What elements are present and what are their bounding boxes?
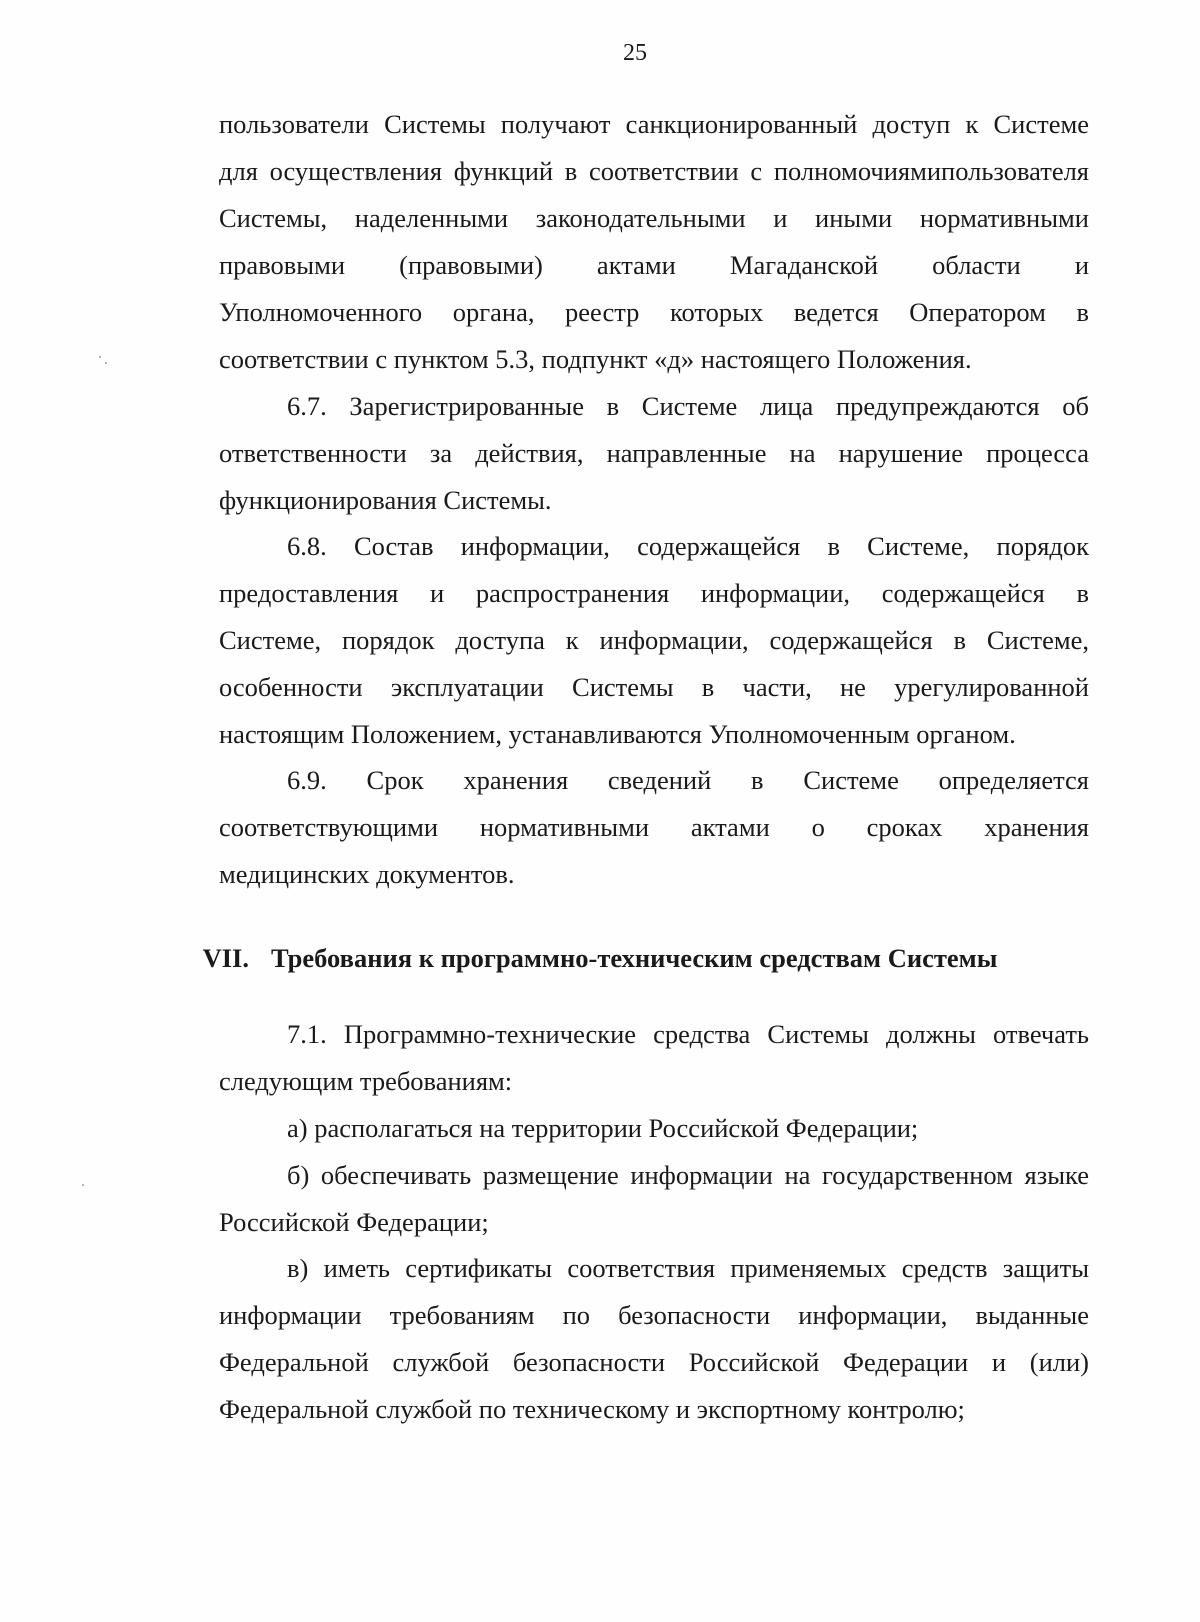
text-line: Уполномоченного органа, реестр которых ведется Оператором в: [219, 297, 1089, 327]
text-line: Системе, порядок доступа к информации, содержащейся в Системе,: [219, 625, 1089, 655]
text-line: Федеральной службой безопасности Российской Федерации и (или): [219, 1347, 1089, 1377]
page-number: 25: [623, 40, 647, 66]
list-item-b: [219, 1152, 1089, 1246]
text-line: информации требованиям по безопасности информации, выданные: [219, 1300, 1089, 1330]
scan-speck: [105, 362, 107, 364]
text-line: соответствии с пунктом 5.3, подпункт «д» настоящего Положения.: [219, 344, 972, 374]
list-item-a: [219, 1105, 1089, 1152]
text-line: Российской Федерации;: [219, 1207, 489, 1237]
paragraph-6-8: [219, 523, 1089, 758]
text-line: функционирования Системы.: [219, 485, 552, 515]
section-number: VII.: [202, 943, 249, 973]
text-line: пользователи Системы получают санкционированный доступ к Системе: [219, 109, 1089, 139]
section-heading: [0, 938, 1200, 978]
text-line: медицинских документов.: [219, 859, 515, 889]
text-line: Системы, наделенными законодательными и иными нормативными: [219, 203, 1089, 233]
text-line: 6.7. Зарегистрированные в Системе лица предупреждаются об: [287, 391, 1089, 421]
text-line: для осуществления функций в соответствии с полномочиямипользователя: [219, 156, 1089, 186]
paragraph-continuation: [219, 101, 1089, 383]
paragraph-7-1: [219, 1011, 1089, 1105]
text-line: соответствующими нормативными актами о сроках хранения: [219, 812, 1089, 842]
paragraph-6-9: [219, 757, 1089, 898]
text-line: особенности эксплуатации Системы в части, не урегулированной: [219, 672, 1089, 702]
text-line: следующим требованиям:: [219, 1066, 513, 1096]
paragraph-6-7: [219, 383, 1089, 524]
text-line: 7.1. Программно-технические средства Системы должны отвечать: [287, 1019, 1089, 1049]
text-line: Федеральной службой по техническому и экспортному контролю;: [219, 1394, 965, 1424]
text-line: в) иметь сертификаты соответствия применяемых средств защиты: [287, 1253, 1089, 1283]
text-line: ответственности за действия, направленные на нарушение процесса: [219, 438, 1089, 468]
section-title: Требования к программно-техническим средствам Системы: [270, 943, 998, 973]
text-line: настоящим Положением, устанавливаются Уполномоченным органом.: [219, 719, 1016, 749]
list-item-v: [219, 1245, 1089, 1433]
scan-speck: [82, 1184, 84, 1186]
scan-speck: [99, 356, 101, 358]
text-line: б) обеспечивать размещение информации на государственном языке: [287, 1160, 1089, 1190]
text-line: 6.9. Срок хранения сведений в Системе определяется: [287, 765, 1089, 795]
text-line: предоставления и распространения информации, содержащейся в: [219, 578, 1089, 608]
text-line: а) располагаться на территории Российской Федерации;: [287, 1113, 919, 1143]
text-line: правовыми (правовыми) актами Магаданской области и: [219, 250, 1089, 280]
text-line: 6.8. Состав информации, содержащейся в Системе, порядок: [287, 531, 1089, 561]
